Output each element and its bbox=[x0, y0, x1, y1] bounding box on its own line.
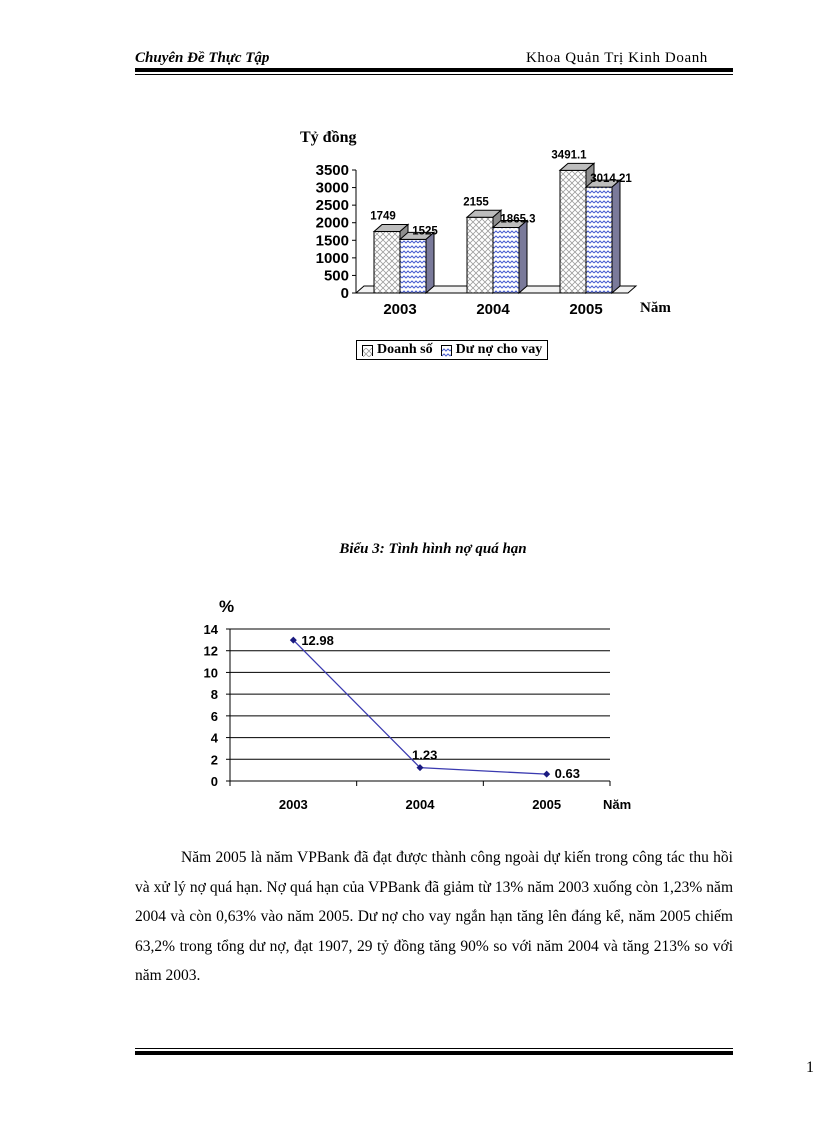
chart-caption: Biểu 3: Tình hình nợ quá hạn bbox=[339, 541, 527, 557]
bar-y-tick-label: 2500 bbox=[315, 197, 349, 215]
line-data-label: 1.23 bbox=[412, 747, 438, 763]
line-y-tick-label: 8 bbox=[210, 687, 218, 703]
line-chart bbox=[195, 592, 645, 822]
bar-chart-ylabel: Tỷ đồng bbox=[300, 129, 357, 146]
header-rule bbox=[135, 68, 733, 72]
legend-swatch-doanh-so bbox=[362, 345, 373, 356]
bar-data-label: 1865.3 bbox=[500, 213, 536, 226]
bar-x-tick-label: 2004 bbox=[476, 301, 510, 318]
bar-y-tick-label: 0 bbox=[340, 285, 349, 302]
bar-y-tick-label: 2000 bbox=[315, 214, 349, 232]
line-y-tick-label: 14 bbox=[203, 622, 218, 637]
bar-y-tick-label: 500 bbox=[323, 267, 349, 285]
bar-y-tick-label: 3000 bbox=[315, 179, 349, 197]
line-data-label: 12.98 bbox=[301, 633, 334, 649]
legend-swatch-du-no bbox=[441, 345, 452, 356]
bar bbox=[586, 180, 620, 293]
footer-rule-thin bbox=[135, 1048, 733, 1049]
bar-x-tick-label: 2005 bbox=[569, 301, 603, 318]
line-y-tick-label: 2 bbox=[210, 752, 218, 768]
bar-data-label: 3491.1 bbox=[551, 149, 587, 162]
line-x-tick-label: 2005 bbox=[532, 797, 562, 812]
bar-y-tick-label: 1000 bbox=[315, 249, 349, 267]
line-y-tick-label: 0 bbox=[210, 774, 218, 789]
bar-chart-legend bbox=[356, 340, 548, 360]
header-left-title: Chuyên Đề Thực Tập bbox=[135, 50, 270, 66]
line-y-tick-label: 6 bbox=[210, 708, 218, 724]
paragraph-text: Năm 2005 là năm VPBank đã đạt được thành công ngoài dự kiến trong công tác thu hồi và xử lý nợ quá hạn. Nợ quá hạn của VPBank đã giảm từ 13% năm 2003 xuống còn 1,23% năm 2004 và còn 0,63% vào năm 2005. Dư nợ cho vay ngắn hạn tăng lên đáng kể, năm 2005 chiếm 63,2% trong tổng dư nợ, đạt 1907, 29 tỷ đồng tăng 90% so với năm 2004 và tăng 213% so với năm 2003. bbox=[135, 849, 733, 984]
line-x-tick-label: 2004 bbox=[405, 797, 435, 812]
bar-data-label: 1749 bbox=[370, 210, 396, 223]
bar-chart bbox=[290, 120, 680, 370]
header-rule-thin bbox=[135, 74, 733, 75]
bar-y-tick-label: 3500 bbox=[315, 162, 349, 179]
page-number: 1 bbox=[806, 1059, 814, 1076]
bar-chart-xlabel: Năm bbox=[640, 300, 671, 316]
header-right-title: Khoa Quản Trị Kinh Doanh bbox=[526, 50, 708, 66]
bar-data-label: 1525 bbox=[412, 225, 438, 238]
body-paragraph bbox=[135, 843, 733, 991]
bar bbox=[400, 232, 434, 293]
line-x-tick-label: 2003 bbox=[278, 797, 308, 812]
line-point bbox=[543, 771, 550, 778]
bar-data-label: 2155 bbox=[463, 196, 489, 209]
bar-y-tick-label: 1500 bbox=[315, 232, 349, 250]
line-data-label: 0.63 bbox=[554, 766, 580, 782]
legend-label-du-no: Dư nợ cho vay bbox=[455, 342, 543, 357]
legend-label-doanh-so: Doanh số bbox=[377, 342, 433, 357]
line-y-tick-label: 10 bbox=[203, 665, 218, 681]
footer-rule bbox=[135, 1051, 733, 1055]
bar-x-tick-label: 2003 bbox=[383, 301, 417, 318]
line-y-tick-label: 12 bbox=[203, 643, 218, 659]
line-y-tick-label: 4 bbox=[210, 730, 218, 746]
line-chart-ylabel: % bbox=[219, 597, 235, 616]
bar-data-label: 3014.21 bbox=[590, 173, 632, 186]
line-chart-xlabel: Năm bbox=[603, 797, 632, 812]
bar bbox=[493, 220, 527, 293]
